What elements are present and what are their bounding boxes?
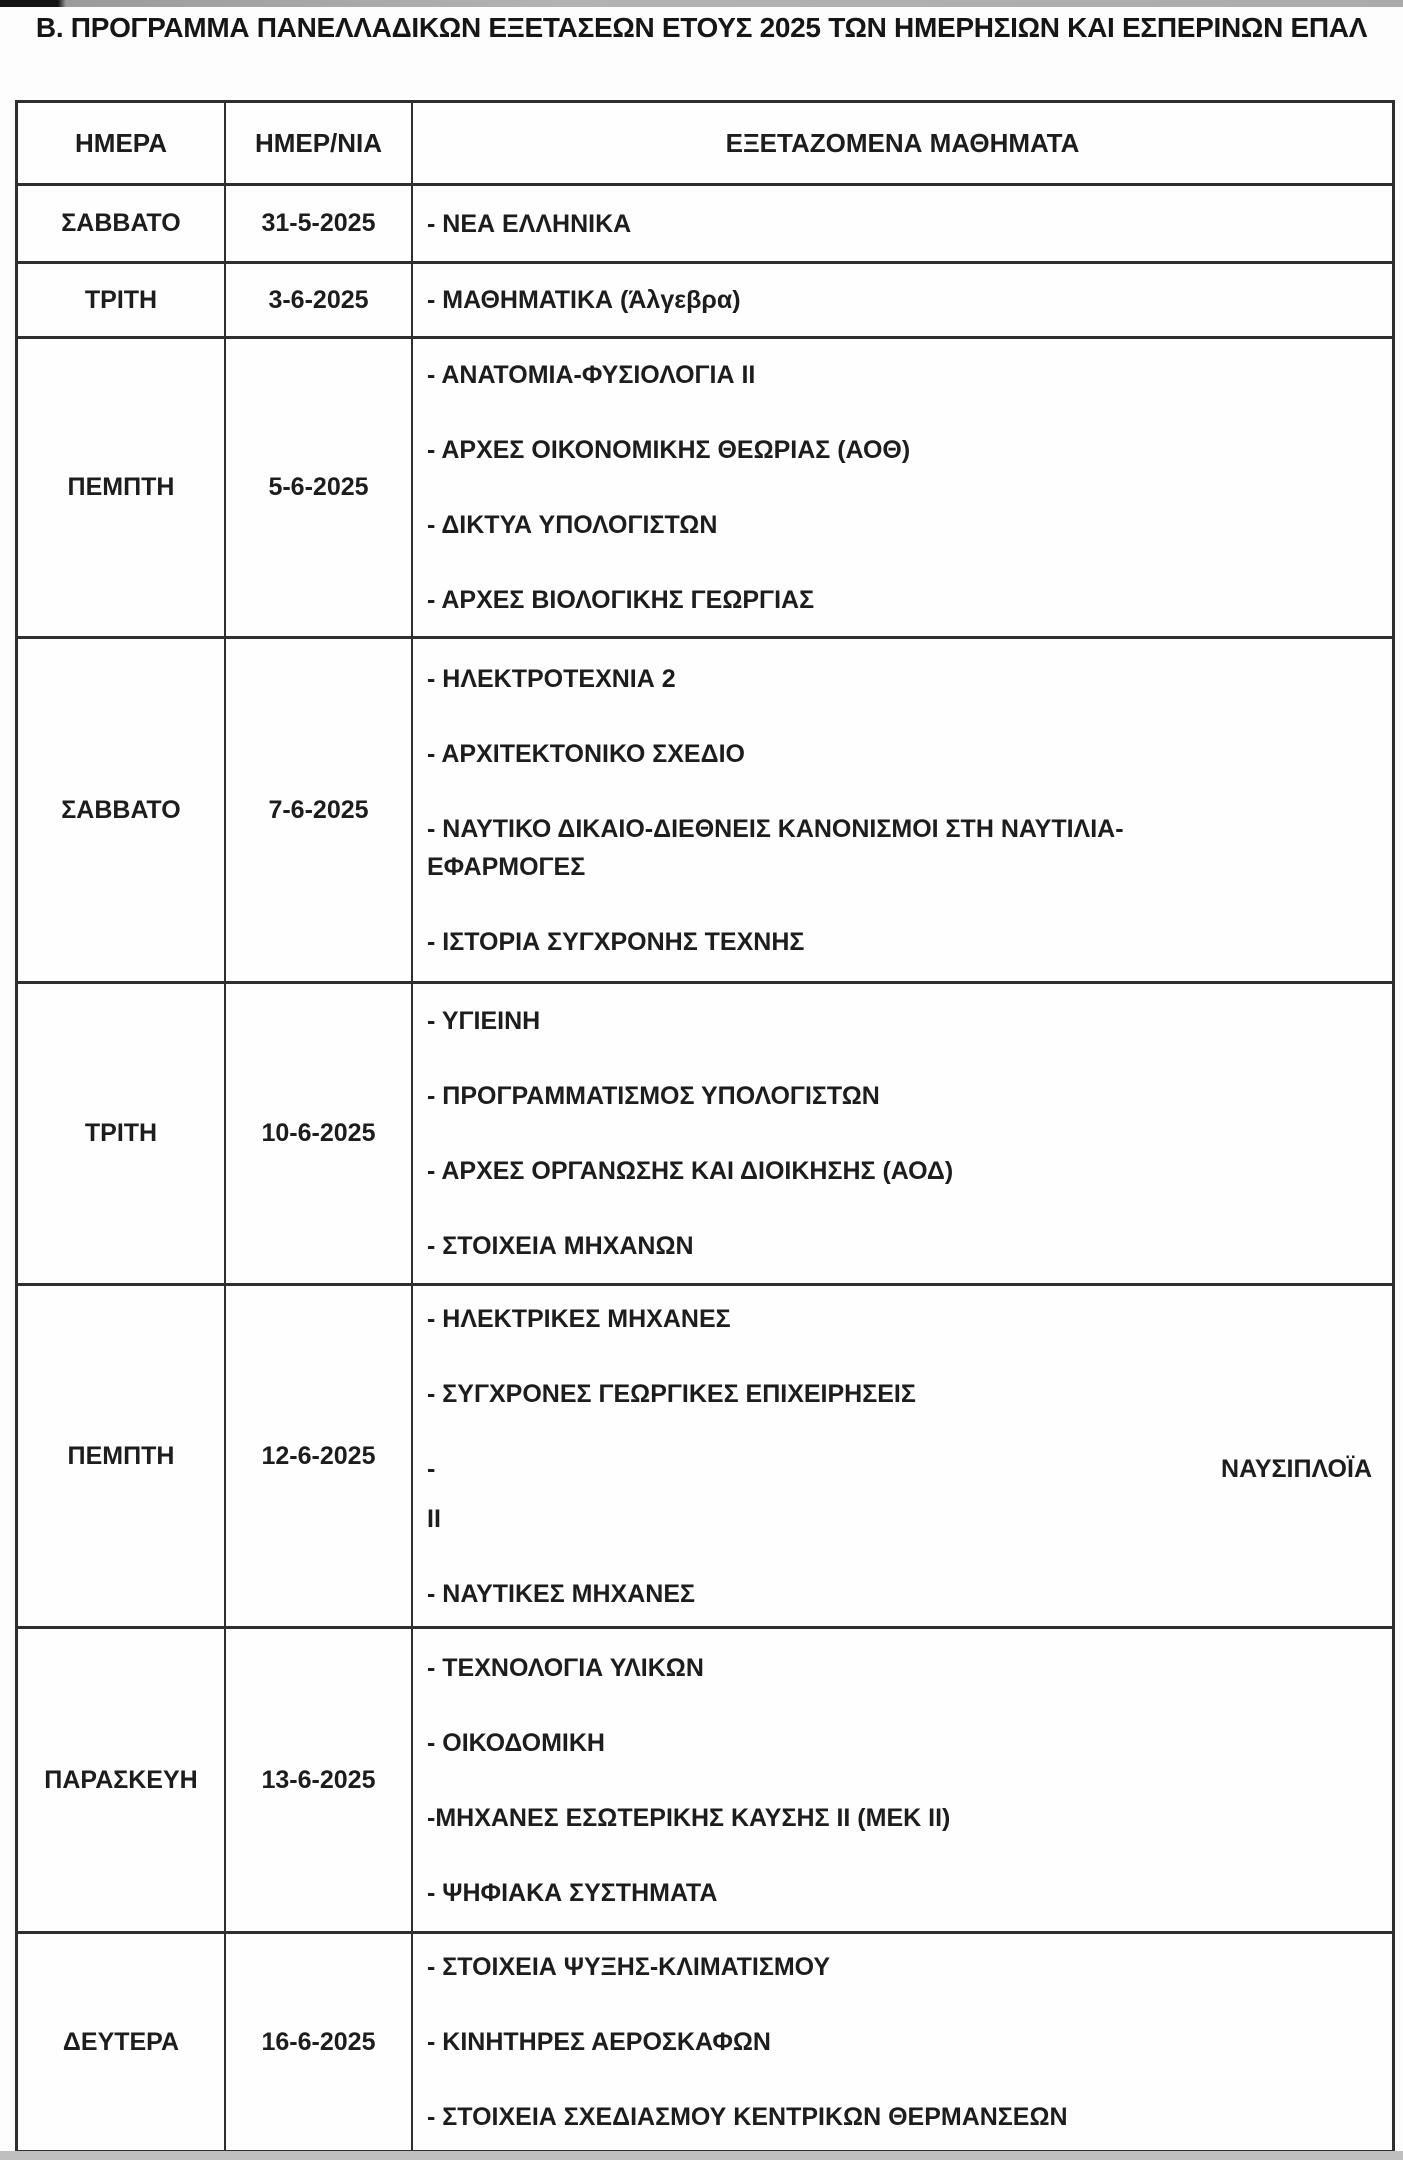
subject-line: - ΔΙΚΤΥΑ ΥΠΟΛΟΓΙΣΤΩΝ: [427, 511, 718, 539]
subjects-cell: [411, 1934, 1392, 2150]
subjects-cell: [411, 639, 1392, 981]
subject-line: - ΝΑΥΤΙΚΕΣ ΜΗΧΑΝΕΣ: [427, 1579, 696, 1608]
table-row: [18, 1931, 1392, 2150]
day-cell: ΤΡΙΤΗ: [84, 1119, 158, 1147]
scan-artifact-top-strip: [0, 0, 1403, 7]
scan-artifact-bottom-strip: [0, 2151, 1403, 2160]
table-row: [18, 336, 1392, 636]
subjects-cell: [411, 264, 1392, 336]
subject-line: - ΑΡΧΕΣ ΟΙΚΟΝΟΜΙΚΗΣ ΘΕΩΡΙΑΣ (ΑΟΘ): [427, 436, 911, 464]
page-title: Β. ΠΡΟΓΡΑΜΜΑ ΠΑΝΕΛΛΑΔΙΚΩΝ ΕΞΕΤΑΣΕΩΝ ΕΤΟΥΣ 2025 ΤΩΝ ΗΜΕΡΗΣΙΩΝ ΚΑΙ ΕΣΠΕΡΙΝΩΝ ΕΠΑΛ: [35, 12, 1368, 43]
subject-line-justified: [427, 1450, 1380, 1488]
subjects-cell: [411, 1286, 1392, 1626]
day-cell: ΠΕΜΠΤΗ: [67, 1441, 175, 1470]
subject-line: - ΟΙΚΟΔΟΜΙΚΗ: [427, 1728, 605, 1757]
day-column-header: ΗΜΕΡΑ: [75, 127, 167, 158]
date-cell: 3-6-2025: [224, 264, 411, 336]
exam-schedule-table: [15, 100, 1395, 2153]
subjects-cell: [411, 1629, 1392, 1931]
subject-line: - ΗΛΕΚΤΡΟΤΕΧΝΙΑ 2: [427, 664, 676, 693]
subject-line-wrapped: II: [427, 1504, 441, 1533]
subject-line: - ΑΡΧΕΣ ΒΙΟΛΟΓΙΚΗΣ ΓΕΩΡΓΙΑΣ: [427, 586, 815, 614]
day-cell: ΠΑΡΑΣΚΕΥΗ: [44, 1765, 198, 1794]
subject-line: - ΑΡΧΕΣ ΟΡΓΑΝΩΣΗΣ ΚΑΙ ΔΙΟΙΚΗΣΗΣ (ΑΟΔ): [427, 1157, 954, 1185]
date-cell: 5-6-2025: [224, 339, 411, 636]
table-header-row: [18, 103, 1392, 183]
table-row: [18, 636, 1392, 981]
subject-line: - ΝΑΥΤΙΚΟ ΔΙΚΑΙΟ-ΔΙΕΘΝΕΙΣ ΚΑΝΟΝΙΣΜΟΙ ΣΤΗ ΝΑΥΤΙΛΙΑ-: [427, 814, 1124, 843]
date-cell: 7-6-2025: [224, 639, 411, 981]
date-cell: 12-6-2025: [224, 1286, 411, 1626]
day-cell: ΠΕΜΠΤΗ: [67, 473, 175, 501]
subject-dash: -: [427, 1454, 436, 1483]
date-cell: 16-6-2025: [224, 1934, 411, 2150]
day-cell: ΔΕΥΤΕΡΑ: [62, 2027, 180, 2056]
subjects-cell: [411, 186, 1392, 261]
subject-word-right: ΝΑΥΣΙΠΛΟΪΑ: [1221, 1454, 1372, 1483]
date-cell: 31-5-2025: [224, 186, 411, 261]
subjects-column-header: ΕΞΕΤΑΖΟΜΕΝΑ ΜΑΘΗΜΑΤΑ: [411, 103, 1392, 183]
day-cell: ΣΑΒΒΑΤΟ: [61, 795, 181, 824]
subject-line: - ΑΝΑΤΟΜΙΑ-ΦΥΣΙΟΛΟΓΙΑ II: [427, 361, 756, 389]
subject-line: - ΙΣΤΟΡΙΑ ΣΥΓΧΡΟΝΗΣ ΤΕΧΝΗΣ: [427, 927, 805, 956]
table-row: [18, 1283, 1392, 1626]
subject-line: - ΠΡΟΓΡΑΜΜΑΤΙΣΜΟΣ ΥΠΟΛΟΓΙΣΤΩΝ: [427, 1082, 880, 1110]
subject-line: - ΑΡΧΙΤΕΚΤΟΝΙΚΟ ΣΧΕΔΙΟ: [427, 739, 745, 768]
subjects-cell: [411, 339, 1392, 636]
table-row: [18, 261, 1392, 336]
subject-line-wrapped: ΕΦΑΡΜΟΓΕΣ: [427, 852, 586, 881]
subject-line: - ΣΤΟΙΧΕΙΑ ΣΧΕΔΙΑΣΜΟΥ ΚΕΝΤΡΙΚΩΝ ΘΕΡΜΑΝΣΕΩΝ: [427, 2103, 1068, 2131]
subject-line: - ΜΑΘΗΜΑΤΙΚΑ (Άλγεβρα): [427, 286, 741, 314]
subject-line: - ΣΤΟΙΧΕΙΑ ΨΥΞΗΣ-ΚΛΙΜΑΤΙΣΜΟΥ: [427, 1953, 831, 1981]
date-column-header: ΗΜΕΡ/ΝΙΑ: [224, 103, 411, 183]
subject-line: - ΗΛΕΚΤΡΙΚΕΣ ΜΗΧΑΝΕΣ: [427, 1304, 731, 1333]
day-cell: ΤΡΙΤΗ: [84, 285, 158, 314]
date-cell: 13-6-2025: [224, 1629, 411, 1931]
table-row: [18, 183, 1392, 261]
subjects-cell: [411, 984, 1392, 1283]
day-cell: ΣΑΒΒΑΤΟ: [61, 209, 181, 237]
subject-line: - ΤΕΧΝΟΛΟΓΙΑ ΥΛΙΚΩΝ: [427, 1653, 704, 1682]
subject-line: - ΣΥΓΧΡΟΝΕΣ ΓΕΩΡΓΙΚΕΣ ΕΠΙΧΕΙΡΗΣΕΙΣ: [427, 1379, 916, 1408]
subject-line: -ΜΗΧΑΝΕΣ ΕΣΩΤΕΡΙΚΗΣ ΚΑΥΣΗΣ II (ΜΕΚ II): [427, 1803, 951, 1832]
table-row: [18, 1626, 1392, 1931]
subject-line: - ΝΕΑ ΕΛΛΗΝΙΚΑ: [427, 209, 632, 238]
subject-line: - ΥΓΙΕΙΝΗ: [427, 1007, 541, 1035]
subject-line: - ΚΙΝΗΤΗΡΕΣ ΑΕΡΟΣΚΑΦΩΝ: [427, 2028, 771, 2056]
subject-line: - ΨΗΦΙΑΚΑ ΣΥΣΤΗΜΑΤΑ: [427, 1878, 718, 1907]
date-cell: 10-6-2025: [224, 984, 411, 1283]
subject-line: - ΣΤΟΙΧΕΙΑ ΜΗΧΑΝΩΝ: [427, 1232, 694, 1260]
table-row: [18, 981, 1392, 1283]
